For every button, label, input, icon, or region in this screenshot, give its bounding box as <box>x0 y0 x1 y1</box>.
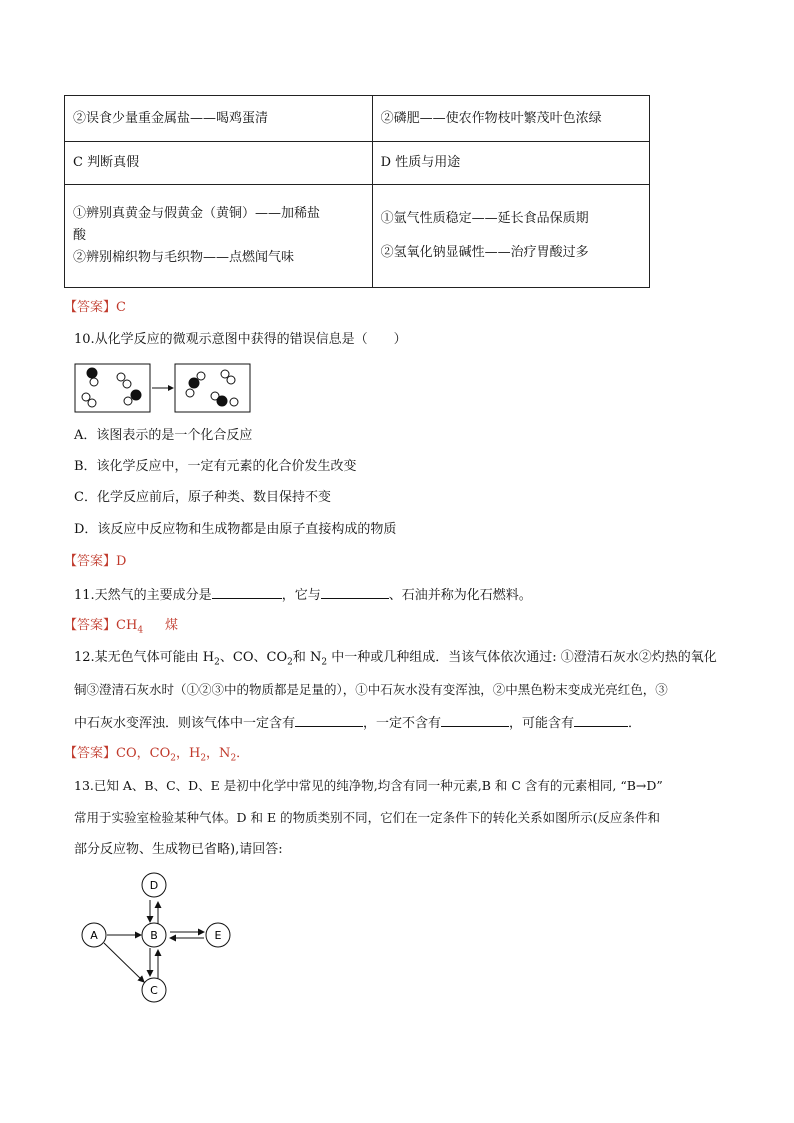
subscript: 4 <box>137 625 144 636</box>
node-label: E <box>214 929 222 942</box>
q12-answer <box>64 744 249 769</box>
cell-line: ①氩气性质稳定——延长食品保质期 <box>380 211 589 226</box>
q13-line2: 常用于实验室检验某种气体。D 和 E 的物质类别不同，它们在一定条件下的转化关系如图所示(反应条件和 <box>74 810 660 825</box>
conversion-diagram <box>74 868 244 1008</box>
q11-answer <box>64 616 178 641</box>
cell-line: ②氢氧化钠显碱性——治疗胃酸过多 <box>380 245 589 260</box>
table-cell: ②误食少量重金属盐——喝鸡蛋清 <box>65 96 373 142</box>
node-label: C <box>150 984 158 997</box>
answer-value: ． <box>236 746 250 761</box>
answer-blank <box>574 712 628 727</box>
question-table <box>64 95 650 288</box>
answer-value: C <box>116 300 126 315</box>
arrow-a-c <box>104 943 144 982</box>
answer-value: ，N <box>206 746 231 761</box>
option-d: D．该反应中反应物和生成物都是由原子直接构成的物质 <box>74 522 397 537</box>
stem-text: 中石灰水变浑浊．则该气体中一定含有 <box>74 716 296 731</box>
table-cell: ②磷肥——使农作物枝叶繁茂叶色浓绿 <box>372 96 649 142</box>
answer-tag: 【答案】 <box>64 554 117 569</box>
stem-text: 、石油并称为化石燃料。 <box>388 588 532 603</box>
node-label: A <box>90 929 98 942</box>
cell-line: ①辨别真黄金与假黄金（黄铜）——加稀盐 <box>73 206 321 221</box>
node-label: D <box>149 879 159 892</box>
table-cell <box>372 185 649 288</box>
stem-text: 12.某无色气体可能由 H <box>74 650 215 665</box>
stem-text: 11.天然气的主要成分是 <box>74 588 212 603</box>
answer-tag: 【答案】 <box>64 746 117 761</box>
answer-blank <box>321 584 389 599</box>
q10-stem: 10.从化学反应的微观示意图中获得的错误信息是（ ） <box>74 332 407 347</box>
answer-value: 煤 <box>165 618 179 633</box>
subscript: 2 <box>214 657 220 668</box>
stem-text: ，它与 <box>281 588 321 603</box>
q9-answer <box>64 298 126 318</box>
q12-line3 <box>74 712 641 734</box>
stem-text: ，一定不含有 <box>363 716 442 731</box>
subscript: 2 <box>200 753 207 764</box>
answer-blank <box>212 584 282 599</box>
stem-text: 、CO、CO <box>219 650 288 665</box>
answer-value <box>116 618 144 636</box>
table-cell <box>65 185 373 288</box>
subscript: 2 <box>230 753 237 764</box>
answer-tag: 【答案】 <box>64 618 117 633</box>
option-a: A．该图表示的是一个化合反应 <box>74 428 253 443</box>
subscript: 2 <box>321 657 328 668</box>
answer-value: CO，CO <box>116 746 171 761</box>
answer-blank <box>295 712 363 727</box>
option-c: C．化学反应前后，原子种类、数目保持不变 <box>74 490 331 505</box>
answer-value-text: CH <box>116 618 138 633</box>
answer-tag: 【答案】 <box>64 300 117 315</box>
q10-answer <box>64 552 126 572</box>
table-cell: D 性质与用途 <box>372 142 649 185</box>
answer-value: D <box>116 554 127 569</box>
q12-line2: 铜③澄清石灰水时（①②③中的物质都是足量的），①中石灰水没有变浑浊，②中黑色粉末变成光亮红色，③ <box>74 682 668 697</box>
stem-text: ，可能含有 <box>509 716 575 731</box>
subscript: 2 <box>170 753 176 764</box>
stem-text: ． <box>628 716 642 731</box>
node-label: B <box>150 929 158 942</box>
q12-line1 <box>74 648 717 673</box>
reaction-diagram <box>74 360 254 414</box>
cell-line: ②辨别棉织物与毛织物——点燃闻气味 <box>73 250 295 265</box>
stem-text: 中一种或几种组成．当该气体依次通过: ①澄清石灰水②灼热的氧化 <box>327 650 717 665</box>
answer-blank <box>441 712 509 727</box>
answer-value: ，H <box>175 746 201 761</box>
q13-line3: 部分反应物、生成物已省略),请回答: <box>74 842 283 857</box>
q11-stem <box>74 584 532 606</box>
stem-text: 和 N <box>292 650 322 665</box>
cell-line: 酸 <box>73 228 87 243</box>
q13-line1: 13.已知 A、B、C、D、E 是初中化学中常见的纯净物,均含有同一种元素,B 和 C 含有的元素相同, “B→D” <box>74 778 663 793</box>
table-cell: C 判断真假 <box>65 142 373 185</box>
option-b: B．该化学反应中，一定有元素的化合价发生改变 <box>74 459 357 474</box>
subscript: 2 <box>287 657 293 668</box>
